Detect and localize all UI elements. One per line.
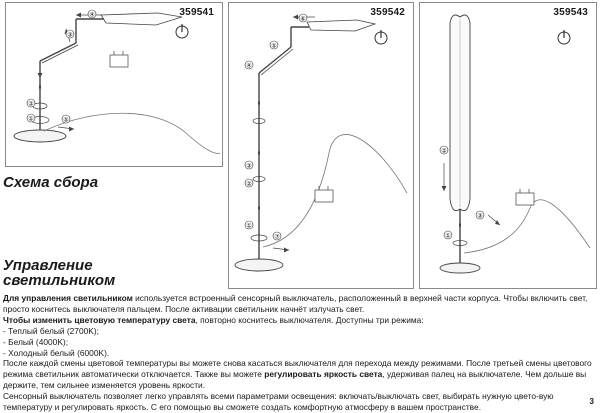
instructions-text	[3, 293, 595, 413]
power-icon	[375, 30, 387, 44]
step-marker: ④	[246, 62, 252, 70]
page-number: 3	[589, 397, 594, 406]
diagram-panel-359541	[5, 2, 223, 167]
control-heading-line-1: Управление	[3, 257, 93, 274]
paragraph-intro	[3, 293, 595, 315]
step-marker: ④	[89, 11, 95, 19]
step-marker: ①	[445, 232, 451, 240]
step-marker: ②	[246, 180, 252, 188]
step-marker: ⑦	[274, 233, 280, 241]
step-marker: ②	[441, 147, 447, 155]
step-marker: ⑤	[63, 116, 69, 124]
model-number: 359543	[553, 7, 588, 18]
step-marker: ③	[67, 31, 73, 39]
control-heading-line-2: светильником	[3, 272, 116, 289]
power-icon	[558, 30, 570, 44]
bold-lead: Чтобы изменить цветовую температуру света	[3, 314, 196, 325]
paragraph-temperature	[3, 315, 595, 326]
lamp-diagram	[420, 3, 596, 288]
mode-item: - Холодный белый (6000K).	[3, 347, 110, 358]
paragraph-summary: Сенсорный выключатель позволяет легко управлять всеми параметрами освещения: включать/выключать свет, выбирать нужную цвето-вую температуру и регулировать яркость. С его помощью вы сможете создать комфортную атмосферу в вашем пространстве.	[3, 391, 554, 413]
bold-lead: Для управления светильником	[3, 293, 133, 303]
model-number: 359542	[370, 7, 405, 18]
control-heading	[3, 258, 115, 288]
paragraph-text: После каждой смены цветовой температуры вы можете снова касаться выключателя для перехода между режимами. После третьей смены цветового режима светильник автоматически отключается. Также вы можете	[3, 358, 592, 380]
power-icon	[176, 24, 188, 38]
mode-item: - Белый (4000K);	[3, 336, 69, 347]
bold-phrase: регулировать яркость света	[264, 369, 383, 380]
step-marker: ⑥	[300, 15, 306, 23]
step-marker: ③	[477, 212, 483, 220]
step-marker: ③	[246, 162, 252, 170]
step-marker: ①	[28, 115, 34, 123]
diagram-panel-359542	[228, 2, 414, 289]
step-marker: ②	[28, 100, 34, 108]
mode-item: - Теплый белый (2700K);	[3, 325, 99, 336]
lamp-diagram	[6, 3, 222, 166]
diagram-panel-359543	[419, 2, 597, 289]
paragraph-text: используется встроенный сенсорный выключатель, расположенный в верхней части корпуса. Чтобы включить свет, просто коснитесь выключателя пальцем. После активации светильник начнёт излучать свет.	[3, 293, 588, 314]
step-marker: ⑤	[271, 42, 277, 50]
assembly-heading: Схема сбора	[3, 174, 99, 191]
model-number: 359541	[179, 7, 214, 18]
lamp-diagram	[229, 3, 413, 288]
paragraph-brightness	[3, 358, 595, 391]
step-marker: ①	[246, 222, 252, 230]
paragraph-text: , удерживая палец на выключателе. Чем дольше вы держите, тем сильнее изменяется уровень яркости.	[3, 369, 587, 391]
paragraph-text: , повторно коснитесь выключателя. Доступны три режима:	[195, 314, 424, 325]
